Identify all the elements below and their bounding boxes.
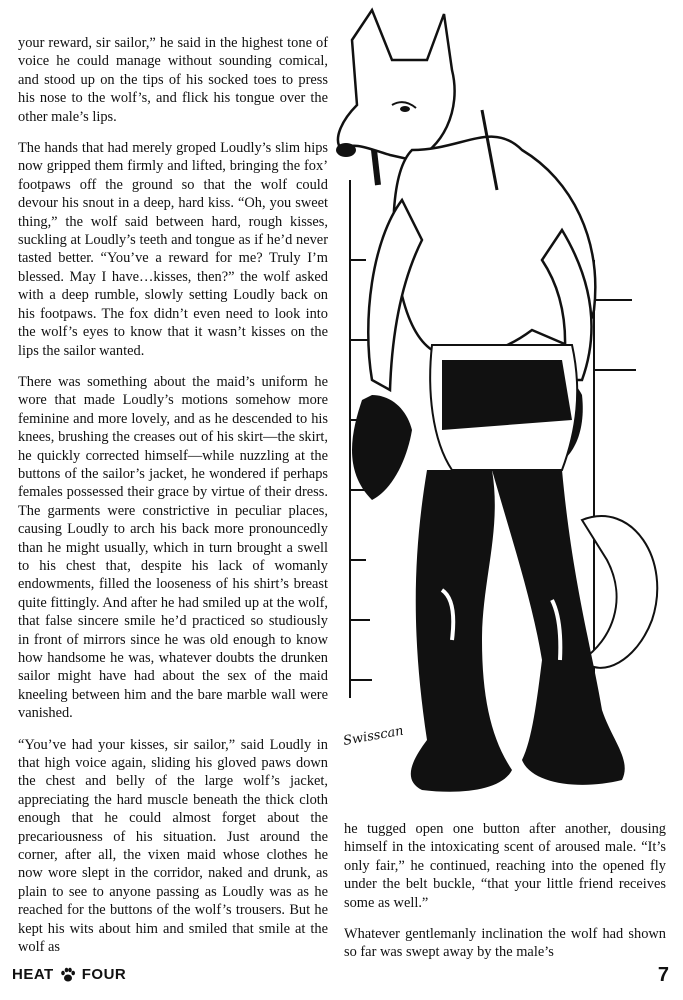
paw-print-icon xyxy=(60,967,76,983)
publication-name xyxy=(12,966,126,983)
paragraph: “You’ve had your kisses, sir sailor,” said Loudly in that high voice again, sliding his gloved paws down the chest and belly of the large wolf’s jacket, appreciating the hard muscle beneath the thick cloth enough that he could almost forget about the precariousness of his situation. Just around the corner, after all, the vixen maid whose clothes he now wore slept in the corridor, naked and drunk, as plain to see to anyone passing as Loudly was as he reached for the buttons of the wolf’s trousers. But he kept his wits about him and smiled that smile at the wolf as xyxy=(18,736,328,956)
fox-in-maid-uniform-illustration-icon xyxy=(332,0,683,815)
artist-signature: Swisscan xyxy=(342,723,405,749)
fox-maid-illustration xyxy=(332,0,683,815)
left-text-column xyxy=(18,34,328,970)
paragraph: he tugged open one button after another, dousing himself in the intoxicating scent of aroused male. “It’s only fair,” he continued, reaching into the opened fly under the belt buckle, “that your little friend receives some as well.” xyxy=(344,821,666,911)
publication-name-left: HEAT xyxy=(12,966,54,983)
paragraph: There was something about the maid’s uniform he wore that made Loudly’s motions somehow more feminine and more lovely, and as he descended to his knees, brushing the creases out of his skirt—the skirt, he quickly corrected himself—while nuzzling at the buttons of the sailor’s jacket, he wondered if perhaps females possessed their grace by virtue of their dress. The garments were constrictive in peculiar places, causing Loudly to arch his back more pronouncedly than he might usually, which in turn brought a swell to his chest that, despite his lack of womanly endowments, filled the looseness of his shirt’s breast quite fittingly. And after he had smiled up at the wolf, that false sincere smile he’d practiced so studiously in front of mirrors since he was old enough to know how handsome he was, whatever doubts the drunken sailor might have had about the sex of the maid kneeling between him and the bare marble wall were vanished. xyxy=(18,373,328,722)
right-text-column xyxy=(344,820,666,975)
paragraph: Whatever gentlemanly inclination the wolf had shown so far was swept away by the male’s xyxy=(344,926,666,961)
publication-name-right: FOUR xyxy=(81,966,127,983)
page-footer xyxy=(12,966,669,990)
paragraph: The hands that had merely groped Loudly’s slim hips now gripped them firmly and lifted, bringing the fox’ footpaws off the ground so that the wolf could devour his snout in a deep, hard kiss. “Oh, you sweet thing,” the wolf said between hard, rough kisses, suckling at Loudly’s teeth and tongue as if he’d never tasted better. “You’ve a reward for me? Truly I’m blessed. May I have…kisses, then?” the wolf asked with a deep rumble, slowly setting Loudly back on his footpaws. The fox didn’t even need to look into the wolf’s eyes to know that it wasn’t kisses on the lips the sailor wanted. xyxy=(18,140,328,359)
paragraph: your reward, sir sailor,” he said in the highest tone of voice he could manage without sounding comical, and stood up on the tips of his socked toes to press his nose to the wolf’s, and flick his tongue over the other male’s lips. xyxy=(18,35,328,125)
page-number: 7 xyxy=(657,964,669,986)
